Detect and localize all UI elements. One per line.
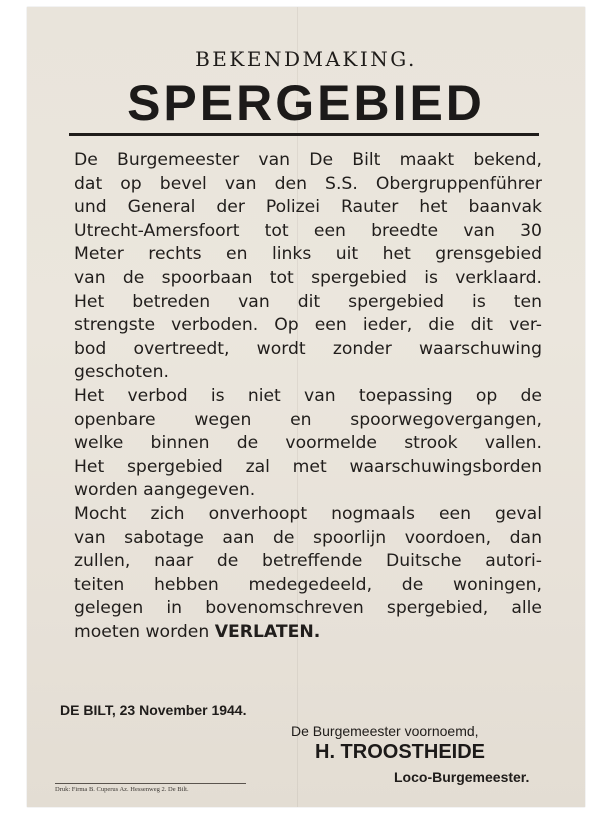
title-underline xyxy=(69,133,539,136)
body-line: und General der Polizei Rauter het baanvak xyxy=(74,197,542,218)
body-line: Utrecht-Amersfoort tot een breedte van 30 xyxy=(74,220,542,241)
poster-title: SPERGEBIED xyxy=(127,75,485,131)
body-line: De Burgemeester van De Bilt maakt bekend, xyxy=(74,150,542,170)
signature-name: H. TROOSTHEIDE xyxy=(315,741,486,763)
body-line: van sabotage aan de spoorlijn voordoen, dan xyxy=(74,527,542,548)
body-line: openbare wegen en spoorwegovergangen, xyxy=(74,409,542,430)
printer-divider xyxy=(55,783,246,784)
body-line: Het spergebied zal met waarschuwingsborden xyxy=(74,456,542,477)
body-line: van de spoorbaan tot spergebied is verklaard. xyxy=(74,267,542,288)
announcement-body xyxy=(74,149,542,644)
body-line: Het verbod is niet van toepassing op de xyxy=(74,385,542,406)
body-line: strengste verboden. Op een ieder, die dit ver- xyxy=(74,315,542,336)
body-line: Meter rechts en links uit het grensgebied xyxy=(74,244,542,265)
dateline: DE BILT, 23 November 1944. xyxy=(60,702,247,718)
announcement-kicker: BEKENDMAKING. xyxy=(195,47,417,71)
body-line: bod overtreedt, wordt zonder waarschuwing xyxy=(74,338,542,359)
body-final-line xyxy=(74,621,542,645)
body-line: teiten hebben medegedeeld, de woningen, xyxy=(74,574,542,595)
body-line: gelegen in bovenomschreven spergebied, alle xyxy=(74,598,542,619)
body-line: geschoten. xyxy=(74,362,169,383)
signature-role: De Burgemeester voornoemd, xyxy=(291,723,479,739)
signature-title: Loco-Burgemeester. xyxy=(394,769,530,785)
body-final-prefix: moeten worden xyxy=(74,621,215,642)
verlaten-emphasis: VERLATEN. xyxy=(214,621,321,642)
body-line: dat op bevel van den S.S. Obergruppenführer xyxy=(74,173,542,194)
body-line: worden aangegeven. xyxy=(74,480,256,501)
body-line: welke binnen de voormelde strook vallen. xyxy=(74,433,542,454)
body-line: zullen, naar de betreffende Duitsche autori- xyxy=(74,551,542,572)
body-line: Mocht zich onverhoopt nogmaals een geval xyxy=(74,503,542,524)
body-line: Het betreden van dit spergebied is ten xyxy=(74,291,542,312)
printer-credit: Druk: Firma B. Cuperus Az. Hessenweg 2. De Bilt. xyxy=(55,786,189,793)
poster-sheet xyxy=(27,7,585,807)
